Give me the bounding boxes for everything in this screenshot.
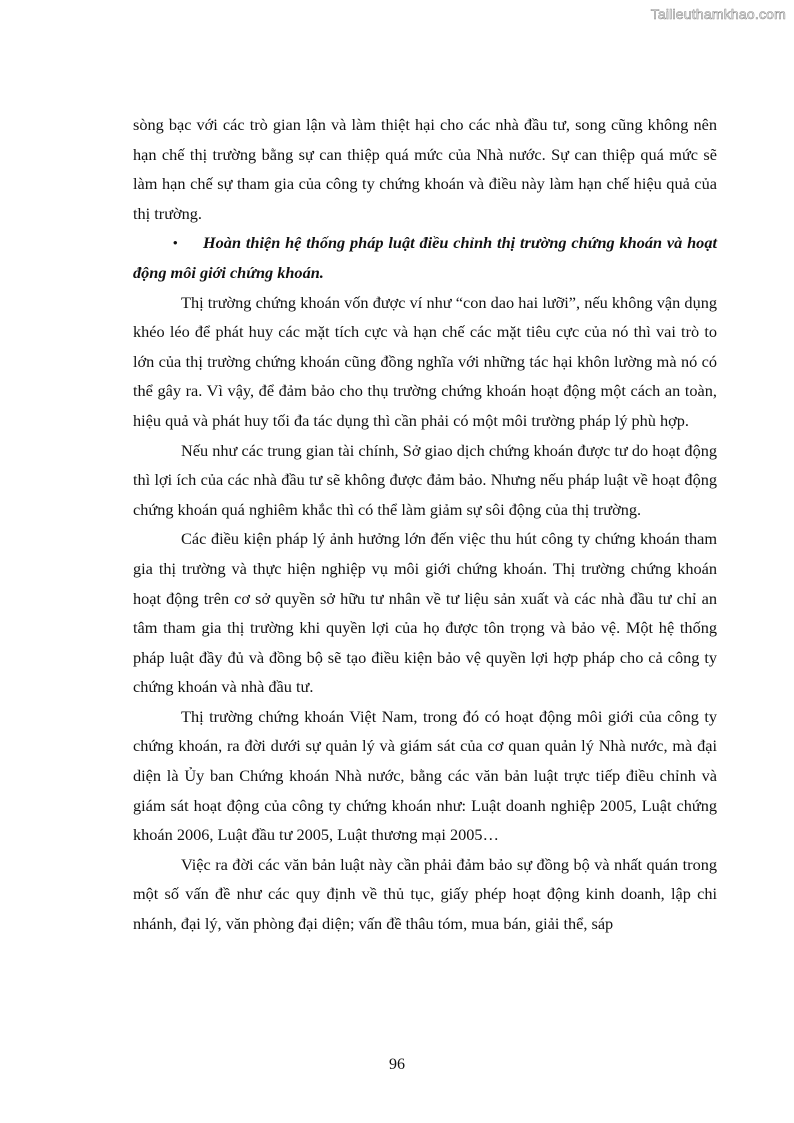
- page-number: 96: [389, 1056, 405, 1073]
- paragraph: Việc ra đời các văn bản luật này cần phải đảm bảo sự đồng bộ và nhất quán trong một số vấn đề như các quy định về thủ tục, giấy phép hoạt động kinh doanh, lập chi nhánh, đại lý, văn phòng đại diện; vấn đề thâu tóm, mua bán, giải thể, sáp: [133, 854, 717, 934]
- bullet-heading-text: Hoàn thiện hệ thống pháp luật điều chỉnh thị trường chứng khoán và hoạt động môi giới chứng khoán.: [133, 233, 717, 282]
- paragraph: Nếu như các trung gian tài chính, Sở giao dịch chứng khoán được tư do hoạt động thì lợi ích của các nhà đầu tư sẽ không được đảm bảo. Nhưng nếu pháp luật về hoạt động chứng khoán quá nghiêm khắc thì có thể làm giảm sự sôi động của thị trường.: [133, 440, 717, 519]
- bullet-heading: [133, 228, 717, 287]
- paragraph: Thị trường chứng khoán vốn được ví như “con dao hai lưỡi”, nếu không vận dụng khéo léo để phát huy các mặt tích cực và hạn chế các mặt tiêu cực của nó thì vai trò to lớn của thị trường chứng khoán cũng đồng nghĩa với những tác hại khôn lường mà nó có thể gây ra. Vì vậy, để đảm bảo cho thụ trường chứng khoán hoạt động một cách an toàn, hiệu quả và phát huy tối đa tác dụng thì cần phải có một môi trường pháp lý phù hợp.: [133, 292, 717, 430]
- bullet-icon: •: [173, 235, 178, 251]
- watermark-logo: Tailieuthamkhao.com: [650, 6, 786, 22]
- paragraph: Thị trường chứng khoán Việt Nam, trong đó có hoạt động môi giới của công ty chứng khoán, ra đời dưới sự quản lý và giám sát của cơ quan quản lý Nhà nước, mà đại diện là Ủy ban Chứng khoán Nhà nước, bằng các văn bản luật trực tiếp điều chỉnh và giám sát hoạt động của công ty chứng khoán như: Luật doanh nghiệp 2005, Luật chứng khoán 2006, Luật đầu tư 2005, Luật thương mại 2005…: [133, 706, 717, 845]
- document-body: [133, 110, 717, 939]
- paragraph-continuation: sòng bạc với các trò gian lận và làm thiệt hại cho các nhà đầu tư, song cũng không nên hạn chế thị trường bằng sự can thiệp quá mức của Nhà nước. Sự can thiệp quá mức sẽ làm hạn chế sự tham gia của công ty chứng khoán và điều này làm hạn chế hiệu quả của thị trường.: [133, 115, 717, 223]
- paragraph: Các điều kiện pháp lý ảnh hưởng lớn đến việc thu hút công ty chứng khoán tham gia thị trường và thực hiện nghiệp vụ môi giới chứng khoán. Thị trường chứng khoán hoạt động trên cơ sở quyền sở hữu tư nhân về tư liệu sản xuất và các nhà đầu tư chỉ an tâm tham gia thị trường khi quyền lợi của họ được tôn trọng và bảo vệ. Một hệ thống pháp luật đầy đủ và đồng bộ sẽ tạo điều kiện bảo vệ quyền lợi hợp pháp cho cả công ty chứng khoán và nhà đầu tư.: [133, 529, 717, 697]
